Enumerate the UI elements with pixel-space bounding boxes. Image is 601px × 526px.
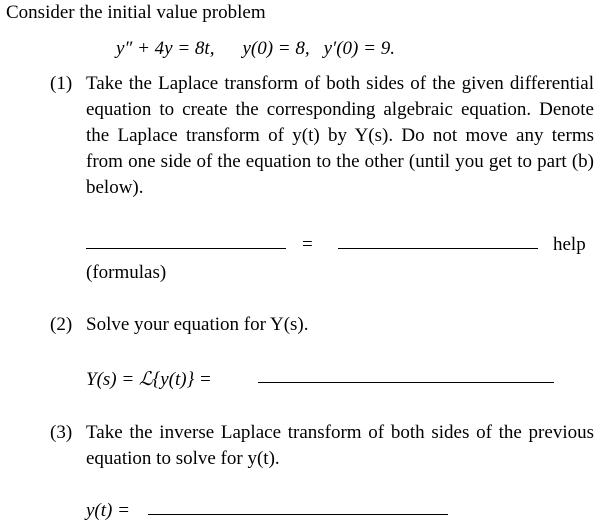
laplace-left-input[interactable] <box>86 230 286 248</box>
ys-answer-input[interactable] <box>258 364 554 382</box>
ys-answer-underline <box>258 382 554 383</box>
part1-number: (1) <box>50 73 73 94</box>
part2-number: (2) <box>50 314 73 335</box>
part3-number: (3) <box>50 422 73 443</box>
part2-instructions: Solve your equation for Y(s). <box>86 314 309 335</box>
yt-answer-label: y(t) = <box>86 500 130 521</box>
part3-instructions: Take the inverse Laplace transform of both sides of the previous equation to solve for y(t). <box>86 422 594 469</box>
laplace-right-input[interactable] <box>338 230 538 248</box>
help-link[interactable]: help <box>553 234 586 255</box>
ys-answer-label: Y(s) = ℒ{y(t)} = <box>86 369 212 390</box>
equals-sign: = <box>302 234 313 255</box>
laplace-left-underline <box>86 248 286 249</box>
laplace-right-underline <box>338 248 538 249</box>
initial-condition-y: y(0) = 8, <box>242 38 310 59</box>
ode-equation: y″ + 4y = 8t, <box>116 38 215 59</box>
yt-answer-underline <box>148 514 448 515</box>
intro-text: Consider the initial value problem <box>6 2 266 23</box>
yt-answer-input[interactable] <box>148 496 448 514</box>
formulas-link[interactable]: (formulas) <box>86 262 167 283</box>
initial-condition-yprime: y′(0) = 9. <box>323 38 395 59</box>
part1-instructions: Take the Laplace transform of both sides of the given differential equation to create the corresponding algebraic equation. Denote the Laplace transform of y(t) by Y(s). Do not move any terms from one side of the equation to the other (until you get to part (b) below). <box>86 73 594 198</box>
ivp-equation <box>116 36 395 62</box>
